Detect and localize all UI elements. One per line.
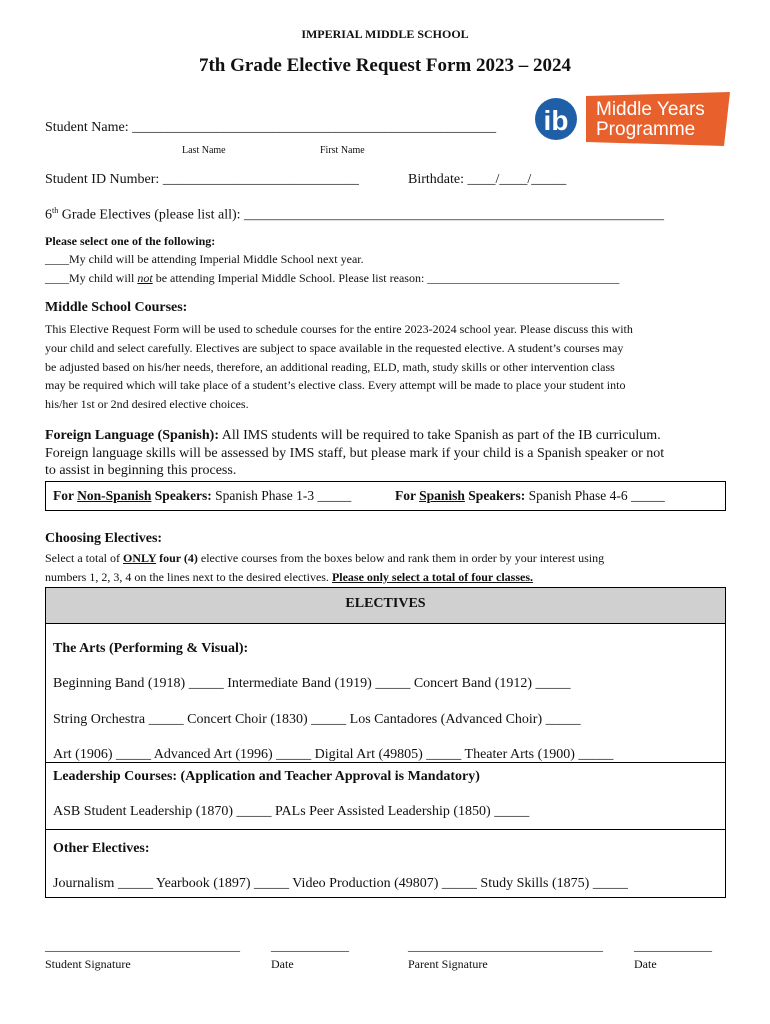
- for-label-2: For: [395, 488, 420, 503]
- logo-line1: Middle Years: [596, 99, 705, 120]
- logo-ib-text: ib: [543, 105, 569, 136]
- only-four-note: Please only select a total of four classes.: [331, 570, 534, 584]
- select-heading: Please select one of the following:: [45, 234, 216, 248]
- arts-row-1[interactable]: Beginning Band (1918) _____ Intermediate Band (1919) _____ Concert Band (1912) _____: [53, 676, 571, 691]
- last-name-caption: Last Name: [182, 145, 226, 156]
- arts-section: [46, 624, 726, 763]
- courses-line-2: your child and select carefully. Electives are subject to space available in the requested elective. A student’s courses may: [45, 341, 624, 355]
- choosing-1a: Select a total of: [45, 551, 123, 565]
- school-name: IMPERIAL MIDDLE SCHOOL: [301, 27, 469, 41]
- spanish-option[interactable]: [395, 488, 665, 504]
- opt2-part-b: be attending Imperial Middle School. Please list reason: ________________________________: [152, 271, 620, 285]
- electives-header-text: ELECTIVES: [345, 596, 426, 611]
- four-label: four (4): [156, 551, 198, 565]
- foreign-line-3: to assist in beginning this process.: [45, 463, 237, 478]
- speakers-label-2: Speakers:: [464, 488, 526, 503]
- birthdate-field[interactable]: Birthdate: ____/____/_____: [408, 172, 567, 187]
- other-heading: Other Electives:: [53, 841, 150, 856]
- student-signature-line[interactable]: ______________________________: [45, 938, 240, 953]
- student-id-field[interactable]: Student ID Number: ____________________________: [45, 172, 359, 187]
- foreign-heading: Foreign Language (Spanish):: [45, 428, 219, 443]
- courses-line-5: his/her 1st or 2nd desired elective choices.: [45, 397, 249, 411]
- leadership-row[interactable]: ASB Student Leadership (1870) _____ PALs Peer Assisted Leadership (1850) _____: [53, 804, 530, 819]
- prev-electives-field[interactable]: [45, 206, 664, 224]
- student-signature-label: Student Signature: [45, 957, 131, 971]
- student-date-label: Date: [271, 957, 294, 971]
- parent-signature-label: Parent Signature: [408, 957, 488, 971]
- non-spanish-option[interactable]: [53, 488, 351, 504]
- foreign-line-1-text: All IMS students will be required to take Spanish as part of the IB curriculum.: [219, 428, 661, 443]
- parent-signature-line[interactable]: ______________________________: [408, 938, 603, 953]
- for-label-1: For: [53, 488, 78, 503]
- choosing-line-2: [45, 570, 533, 585]
- logo-line2: Programme: [596, 119, 696, 140]
- opt2-not: not: [137, 271, 153, 285]
- student-name-field[interactable]: Student Name: ____________________________________________________: [45, 120, 497, 135]
- arts-row-3[interactable]: Art (1906) _____ Advanced Art (1996) _____ Digital Art (49805) _____ Theater Arts (1900) _____: [53, 747, 614, 762]
- arts-row-2[interactable]: String Orchestra _____ Concert Choir (1830) _____ Los Cantadores (Advanced Choir) _____: [53, 712, 581, 727]
- option-attending[interactable]: ____My child will be attending Imperial Middle School next year.: [45, 252, 364, 266]
- non-spanish-label: Non-Spanish: [77, 488, 152, 503]
- courses-line-1: This Elective Request Form will be used to schedule courses for the entire 2023-2024 school year. Please discuss this with: [45, 322, 633, 336]
- choosing-1b: elective courses from the boxes below and rank them in order by your interest using: [197, 551, 605, 565]
- parent-date-line[interactable]: ____________: [634, 938, 712, 953]
- spanish-label: Spanish: [419, 488, 465, 503]
- choosing-2a: numbers 1, 2, 3, 4 on the lines next to the desired electives.: [45, 570, 332, 584]
- arts-heading: The Arts (Performing & Visual):: [53, 641, 249, 656]
- form-title: 7th Grade Elective Request Form 2023 – 2024: [198, 55, 572, 76]
- prev-electives-label: Grade Electives (please list all): ____________________________________________________________: [58, 207, 665, 223]
- spanish-phase-box: [45, 481, 726, 511]
- parent-date-label: Date: [634, 957, 657, 971]
- leadership-heading: Leadership Courses: (Application and Teacher Approval is Mandatory): [53, 769, 480, 784]
- other-section: [46, 830, 726, 898]
- foreign-line-1: [45, 428, 661, 444]
- option-not-attending[interactable]: [45, 271, 619, 286]
- choosing-heading: Choosing Electives:: [45, 531, 163, 546]
- opt2-part-a: ____My child will: [45, 271, 138, 285]
- only-label: ONLY: [122, 551, 157, 565]
- prev-grade-number: 6: [45, 207, 52, 223]
- first-name-caption: First Name: [320, 145, 365, 156]
- choosing-line-1: [45, 551, 604, 566]
- foreign-line-2: Foreign language skills will be assessed by IMS staff, but please mark if your child is a Spanish speaker or not: [45, 446, 665, 461]
- phase-1-3: Spanish Phase 1-3 _____: [211, 488, 352, 503]
- ib-myp-logo: [534, 90, 730, 148]
- phase-4-6: Spanish Phase 4-6 _____: [525, 488, 665, 503]
- electives-header: [46, 588, 726, 624]
- leadership-section: [46, 763, 726, 830]
- speakers-label-1: Speakers:: [151, 488, 212, 503]
- courses-line-3: be adjusted based on his/her needs, therefore, an additional reading, ELD, math, study skills or other intervention class: [45, 360, 615, 374]
- electives-table: [45, 587, 726, 898]
- courses-heading: Middle School Courses:: [45, 300, 188, 315]
- student-date-line[interactable]: ____________: [271, 938, 349, 953]
- other-row[interactable]: Journalism _____ Yearbook (1897) _____ Video Production (49807) _____ Study Skills (1875) _____: [53, 876, 628, 891]
- prev-grade-suffix: th: [52, 206, 59, 215]
- courses-line-4: may be required which will take place of a student’s elective class. Every attempt will be made to place your student into: [45, 378, 626, 392]
